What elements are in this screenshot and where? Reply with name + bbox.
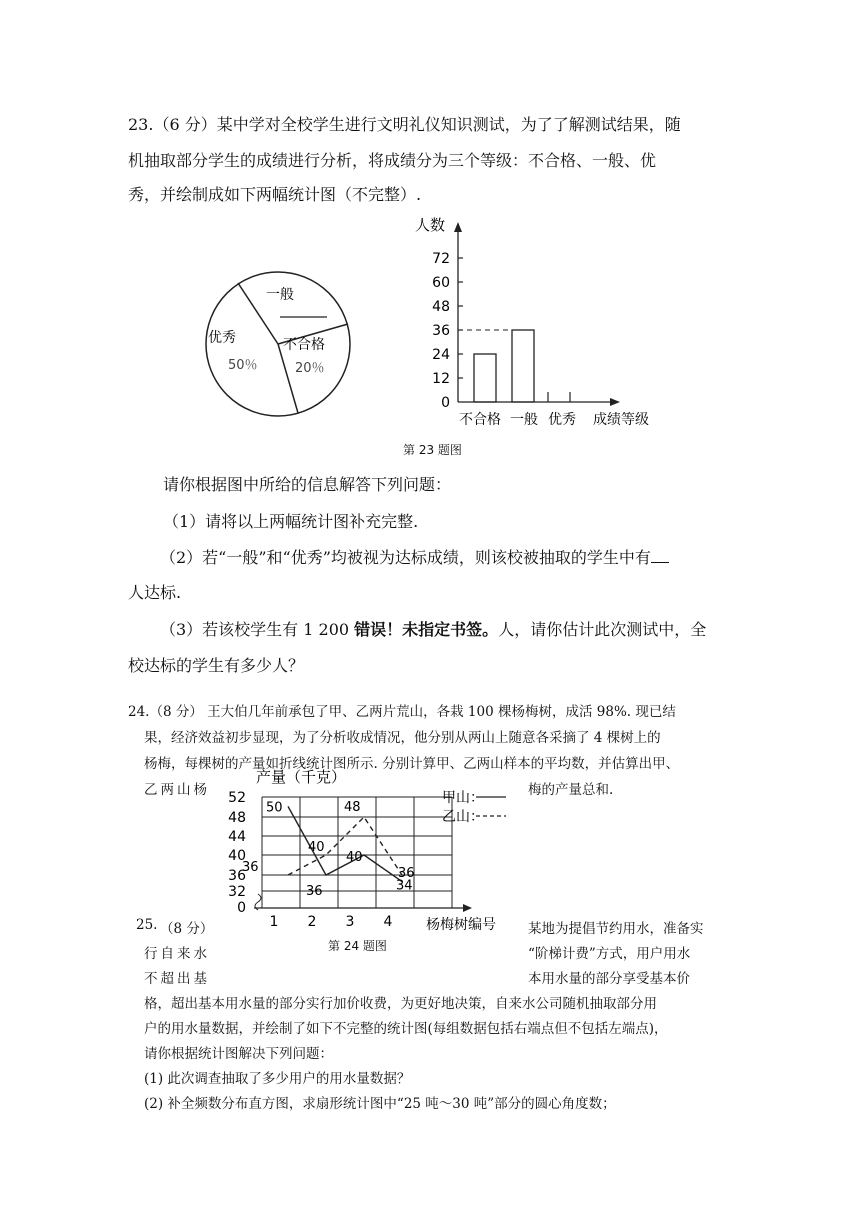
q25-line2-right: “阶梯计费”方式，用户用水 bbox=[528, 946, 691, 962]
q23-sub3-text: （3）若该校学生有 1 200 bbox=[160, 620, 355, 639]
q25-line1-right: 某地为提倡节约用水，准备实 bbox=[528, 921, 704, 937]
q25-line5: 户的用水量数据，并绘制了如下不完整的统计图(每组数据包括右端点但不包括左端点)， bbox=[144, 1021, 668, 1037]
q23-sub3-cont: 校达标的学生有多少人？ bbox=[128, 656, 305, 675]
bar-y-tick-label: 60 bbox=[432, 275, 450, 291]
line-data-label: 50 bbox=[266, 800, 283, 816]
bar-y-tick-label: 72 bbox=[432, 251, 450, 267]
q25-score: （8 分） bbox=[160, 921, 214, 937]
q24-line4-right: 梅的产量总和. bbox=[528, 782, 614, 798]
pie-chart bbox=[200, 266, 360, 426]
q25-line4: 格，超出基本用水量的部分实行加价收费，为更好地决策，自来水公司随机抽取部分用 bbox=[144, 996, 657, 1012]
pie-label-fail: 不合格 bbox=[283, 337, 325, 353]
q25-line8: (2) 补全频数分布直方图，求扇形统计图中“25 吨～30 吨”部分的圆心角度数； bbox=[144, 1096, 616, 1112]
line-data-label: 34 bbox=[396, 878, 413, 894]
q23-line3: 秀，并绘制成如下两幅统计图（不完整）. bbox=[128, 185, 422, 204]
bar-category-label: 一般 bbox=[510, 412, 538, 428]
series-line-yi bbox=[288, 817, 402, 875]
line-chart bbox=[226, 766, 522, 938]
q24-caption: 第 24 题图 bbox=[328, 939, 387, 953]
q24-line2: 果，经济效益初步显现，为了分析收成情况，他分别从两山上随意各采摘了 4 棵树上的 bbox=[144, 730, 661, 746]
q25-line2-left: 行自来水 bbox=[144, 946, 210, 962]
line-data-label: 36 bbox=[306, 884, 323, 899]
bar-xlabel: 成绩等级 bbox=[593, 412, 649, 428]
q23-sub3-text-b: 人，请你估计此次测试中，全 bbox=[498, 620, 707, 639]
pie-divider-2 bbox=[278, 344, 298, 413]
line-y-tick-label: 36 bbox=[228, 868, 246, 884]
line-ylabel: 产量（千克） bbox=[256, 768, 347, 786]
line-data-label: 40 bbox=[308, 840, 325, 855]
line-data-label: 48 bbox=[344, 800, 361, 815]
bar-ylabel: 人数 bbox=[415, 216, 446, 234]
q23-intro: 请你根据图中所给的信息解答下列问题： bbox=[163, 475, 452, 494]
bar-y-tick-label: 12 bbox=[432, 371, 450, 387]
line-data-label: 40 bbox=[346, 850, 363, 865]
q25-line3-left: 不超出基 bbox=[144, 971, 210, 987]
legend-label: 甲山： bbox=[442, 790, 484, 806]
bar-y-tick-label: 24 bbox=[432, 347, 450, 363]
bar-category-label: 不合格 bbox=[459, 412, 501, 428]
q24-line4-left: 乙两山杨 bbox=[144, 782, 210, 798]
q25-line6: 请你根据统计图解决下列问题： bbox=[144, 1046, 333, 1062]
bar-chart bbox=[400, 210, 670, 436]
pie-pct-fail: 20％ bbox=[295, 361, 325, 376]
line-x-tick-label: 1 bbox=[269, 914, 279, 930]
line-data-label: 36 bbox=[398, 866, 415, 881]
pie-label-general: 一般 bbox=[266, 287, 294, 303]
bar-category-label: 优秀 bbox=[548, 412, 576, 428]
line-x-arrow bbox=[463, 904, 472, 912]
line-data-label: 36 bbox=[242, 860, 259, 875]
legend-label: 乙山： bbox=[442, 809, 484, 825]
line-y-tick-label: 52 bbox=[228, 790, 246, 806]
q24-line1: 24.（8 分） 王大伯几年前承包了甲、乙两片荒山，各栽 100 棵杨梅树，成活 98%. 现已结 bbox=[128, 704, 676, 720]
bar-y-arrow bbox=[454, 222, 462, 232]
q23-caption: 第 23 题图 bbox=[403, 443, 462, 457]
bar-0 bbox=[474, 354, 496, 402]
bar-x-arrow bbox=[610, 398, 620, 406]
line-x-tick-label: 4 bbox=[383, 914, 393, 930]
line-x-tick-label: 2 bbox=[307, 914, 317, 930]
bar-y-tick-label: 36 bbox=[432, 323, 450, 339]
bookmark-error: 错误！未指定书签。 bbox=[354, 620, 499, 639]
bar-y-tick-label: 0 bbox=[441, 395, 450, 411]
q23-answer-blank[interactable] bbox=[651, 548, 669, 563]
pie-pct-excellent: 50％ bbox=[228, 358, 258, 373]
bar-1 bbox=[512, 330, 534, 402]
pie-label-excellent: 优秀 bbox=[208, 330, 236, 346]
bar-y-tick-label: 48 bbox=[432, 299, 450, 315]
q24-line3: 杨梅，每棵树的产量如折线统计图所示. 分别计算甲、乙两山样本的平均数，并估算出甲、 bbox=[144, 756, 680, 772]
q23-sub3 bbox=[160, 617, 706, 640]
q25-line7: (1) 此次调查抽取了多少用户的用水量数据？ bbox=[144, 1071, 411, 1087]
q23-sub2-cont: 人达标. bbox=[128, 583, 182, 602]
line-y-tick-label: 40 bbox=[228, 848, 246, 864]
line-y-tick-label: 32 bbox=[228, 884, 246, 900]
q23-line1: 23.（6 分）某中学对全校学生进行文明礼仪知识测试，为了了解测试结果，随 bbox=[128, 115, 681, 134]
line-x-tick-label: 3 bbox=[345, 914, 355, 930]
q23-sub2-text: （2）若“一般”和“优秀”均被视为达标成绩，则该校被抽取的学生中有 bbox=[160, 548, 651, 567]
q23-line2: 机抽取部分学生的成绩进行分析，将成绩分为三个等级：不合格、一般、优 bbox=[128, 151, 657, 170]
q25-line3-right: 本用水量的部分享受基本价 bbox=[528, 971, 690, 987]
q23-sub2 bbox=[160, 545, 669, 568]
q23-sub1: （1）请将以上两幅统计图补充完整. bbox=[163, 512, 419, 531]
q25-number: 25. bbox=[136, 917, 158, 933]
series-line-jia bbox=[288, 806, 402, 881]
line-xlabel: 杨梅树编号 bbox=[426, 917, 496, 933]
line-y-tick-label: 44 bbox=[228, 829, 246, 845]
line-y-tick-label: 48 bbox=[228, 810, 246, 826]
line-y-tick-label: 0 bbox=[237, 900, 246, 916]
